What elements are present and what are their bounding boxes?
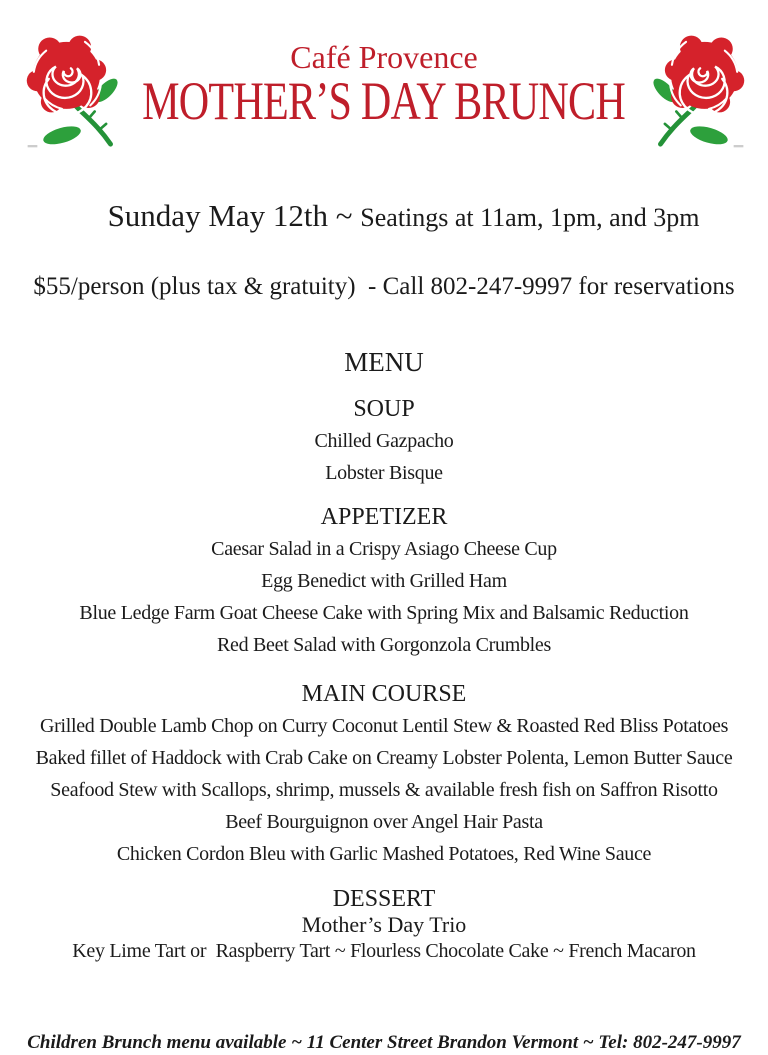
menu-item: Blue Ledge Farm Goat Cheese Cake with Spring Mix and Balsamic Reduction [79,602,689,624]
section-heading: DESSERT [332,886,436,912]
menu-title: MENU [344,347,424,377]
rose-head [27,36,106,115]
date-seatings-line [0,162,768,272]
rose-icon [649,30,746,156]
menu-item: Grilled Double Lamb Chop on Curry Coconut Lentil Stew & Roasted Red Bliss Potatoes [39,715,729,737]
event-title: MOTHER’S DAY BRUNCH [142,71,626,131]
section-soup [0,393,768,489]
menu-item: Chilled Gazpacho [314,430,454,452]
menu-item: Baked fillet of Haddock with Crab Cake on Creamy Lobster Polenta, Lemon Butter Sauce [35,747,733,769]
rose-icon [25,30,122,156]
footer [0,1031,768,1055]
restaurant-name: Café Provence [290,39,478,75]
menu [0,346,768,965]
menu-item: Seafood Stew with Scallops, shrimp, mussels & available fresh fish on Saffron Risotto [50,779,718,801]
section-heading: SOUP [353,396,415,422]
footer-note: Children Brunch menu available ~ 11 Center Street Brandon Vermont ~ Tel: 802-247-9997 [27,1032,741,1053]
header [0,0,768,301]
price-reservation-line: $55/person (plus tax & gratuity) - Call 802-247-9997 for reservations [33,273,735,300]
watermark-smudge [28,145,38,147]
menu-item: Beef Bourguignon over Angel Hair Pasta [225,811,543,833]
section-heading: MAIN COURSE [301,681,467,707]
menu-item: Chicken Cordon Bleu with Garlic Mashed Potatoes, Red Wine Sauce [116,843,652,865]
seatings-text: Seatings at 11am, 1pm, and 3pm [360,203,700,232]
watermark-smudge [734,145,744,147]
menu-item: Caesar Salad in a Crispy Asiago Cheese Cup [211,538,557,560]
dessert-subtitle: Mother’s Day Trio [301,912,467,937]
section-appetizer [0,501,768,661]
menu-item: Red Beet Salad with Gorgonzola Crumbles [217,634,551,656]
rose-head [665,36,744,115]
menu-item: Egg Benedict with Grilled Ham [261,570,507,592]
menu-item: Lobster Bisque [325,462,443,484]
menu-item: Key Lime Tart or Raspberry Tart ~ Flourless Chocolate Cake ~ French Macaron [72,940,696,962]
section-main-course [0,678,768,870]
section-dessert [0,886,768,965]
date-text: Sunday May 12th ~ [107,198,361,233]
section-heading: APPETIZER [320,504,448,530]
